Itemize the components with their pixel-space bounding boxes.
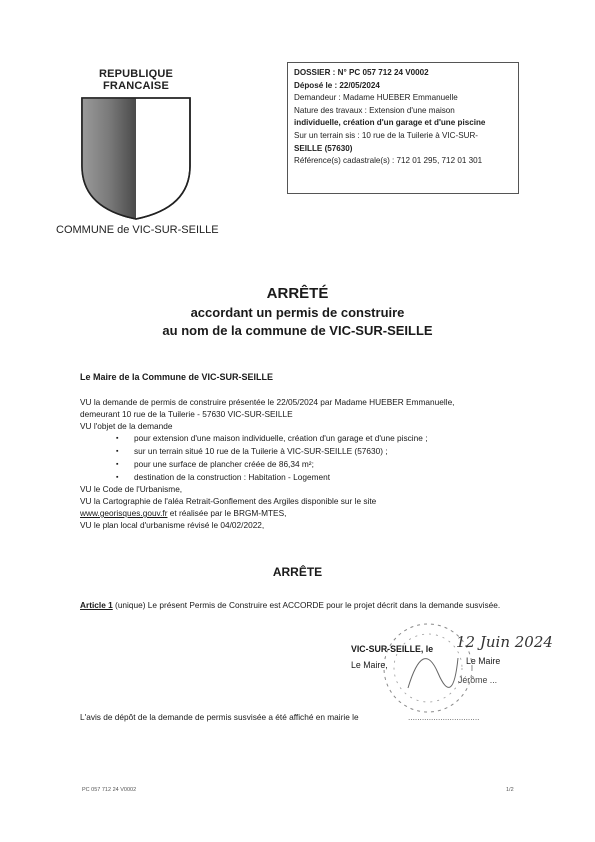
vu-objet: VU l'objet de la demande xyxy=(80,420,173,431)
commune-coat-of-arms xyxy=(80,96,192,221)
list-item: ▪ pour une surface de plancher créée de 86,34 m²; xyxy=(134,458,520,471)
georisques-link[interactable]: www.georisques.gouv.fr xyxy=(80,507,168,518)
applicant: Demandeur : Madame HUEBER Emmanuelle xyxy=(294,93,458,103)
works-nature: Nature des travaux : Extension d'une maison xyxy=(294,105,455,115)
vu-cartographie: VU la Cartographie de l'aléa Retrait-Gonflement des Argiles disponible sur le site xyxy=(80,496,377,507)
republique-francaise-heading: REPUBLIQUE FRANCAISE xyxy=(98,68,174,92)
works-nature-cont: individuelle, création d'un garage et d'une piscine xyxy=(294,118,486,128)
signature-block xyxy=(351,641,433,673)
list-item: ▪ destination de la construction : Habitation - Logement xyxy=(134,471,520,484)
list-item: ▪ pour extension d'une maison individuelle, création d'un garage et d'une piscine ; xyxy=(134,432,520,445)
signature-maire: Le Maire, xyxy=(351,660,388,670)
list-item: ▪ sur un terrain situé 10 rue de la Tuilerie à VIC-SUR-SEILLE (57630) ; xyxy=(134,445,520,458)
display-note: L'avis de dépôt de la demande de permis susvisée a été affiché en mairie le xyxy=(80,712,359,722)
vu-code: VU le Code de l'Urbanisme, xyxy=(80,484,183,495)
stamp-name: Jérôme ... xyxy=(458,675,498,685)
deposit-date: Déposé le : 22/05/2024 xyxy=(294,80,380,90)
header-emblem xyxy=(66,68,216,221)
signature-place: VIC-SUR-SEILLE, le xyxy=(351,644,434,654)
land-address: Sur un terrain sis : 10 rue de la Tuilerie à VIC-SUR- xyxy=(294,130,478,140)
maire-heading: Le Maire de la Commune de VIC-SUR-SEILLE xyxy=(80,372,274,382)
considerations-section xyxy=(80,397,520,532)
page-number: 1/2 xyxy=(506,787,514,793)
footer-reference: PC 057 712 24 V0002 xyxy=(82,787,137,793)
handwritten-date: 12 Juin 2024 xyxy=(456,633,553,651)
commune-name: COMMUNE de VIC-SUR-SEILLE xyxy=(56,224,219,236)
article-label: Article 1 xyxy=(80,600,113,610)
arrete-heading: ARRÊTE xyxy=(272,565,323,579)
cadastral-references: Référence(s) cadastrale(s) : 712 01 295, 712 01 301 xyxy=(294,156,483,166)
dossier-number: DOSSIER : N° PC 057 712 24 V0002 xyxy=(294,68,429,77)
vu-plu: VU le plan local d'urbanisme révisé le 04/02/2022, xyxy=(80,519,265,530)
land-address-cont: SEILLE (57630) xyxy=(294,143,353,153)
article-text: (unique) Le présent Permis de Construire est ACCORDE pour le projet décrit dans la demande susvisée. xyxy=(112,600,501,610)
vu-demande-cont: demeurant 10 rue de la Tuilerie - 57630 VIC-SUR-SEILLE xyxy=(80,408,293,419)
stamp-title: Le Maire xyxy=(466,656,501,666)
site-suffix: et réalisée par le BRGM-MTES, xyxy=(167,507,287,518)
vu-demande: VU la demande de permis de construire présentée le 22/05/2024 par Madame HUEBER Emmanuelle, xyxy=(80,397,455,407)
title-line-1: accordant un permis de construire xyxy=(190,305,405,320)
article-1 xyxy=(80,598,520,613)
objet-list xyxy=(80,432,520,484)
dossier-info-box xyxy=(287,62,519,194)
title-line-2: au nom de la commune de VIC-SUR-SEILLE xyxy=(162,323,433,338)
arrete-title: ARRÊTÉ xyxy=(266,285,329,302)
vu-cartographie-cont xyxy=(80,508,520,520)
display-date-blank: ............................... xyxy=(408,712,480,722)
document-title xyxy=(0,285,595,340)
